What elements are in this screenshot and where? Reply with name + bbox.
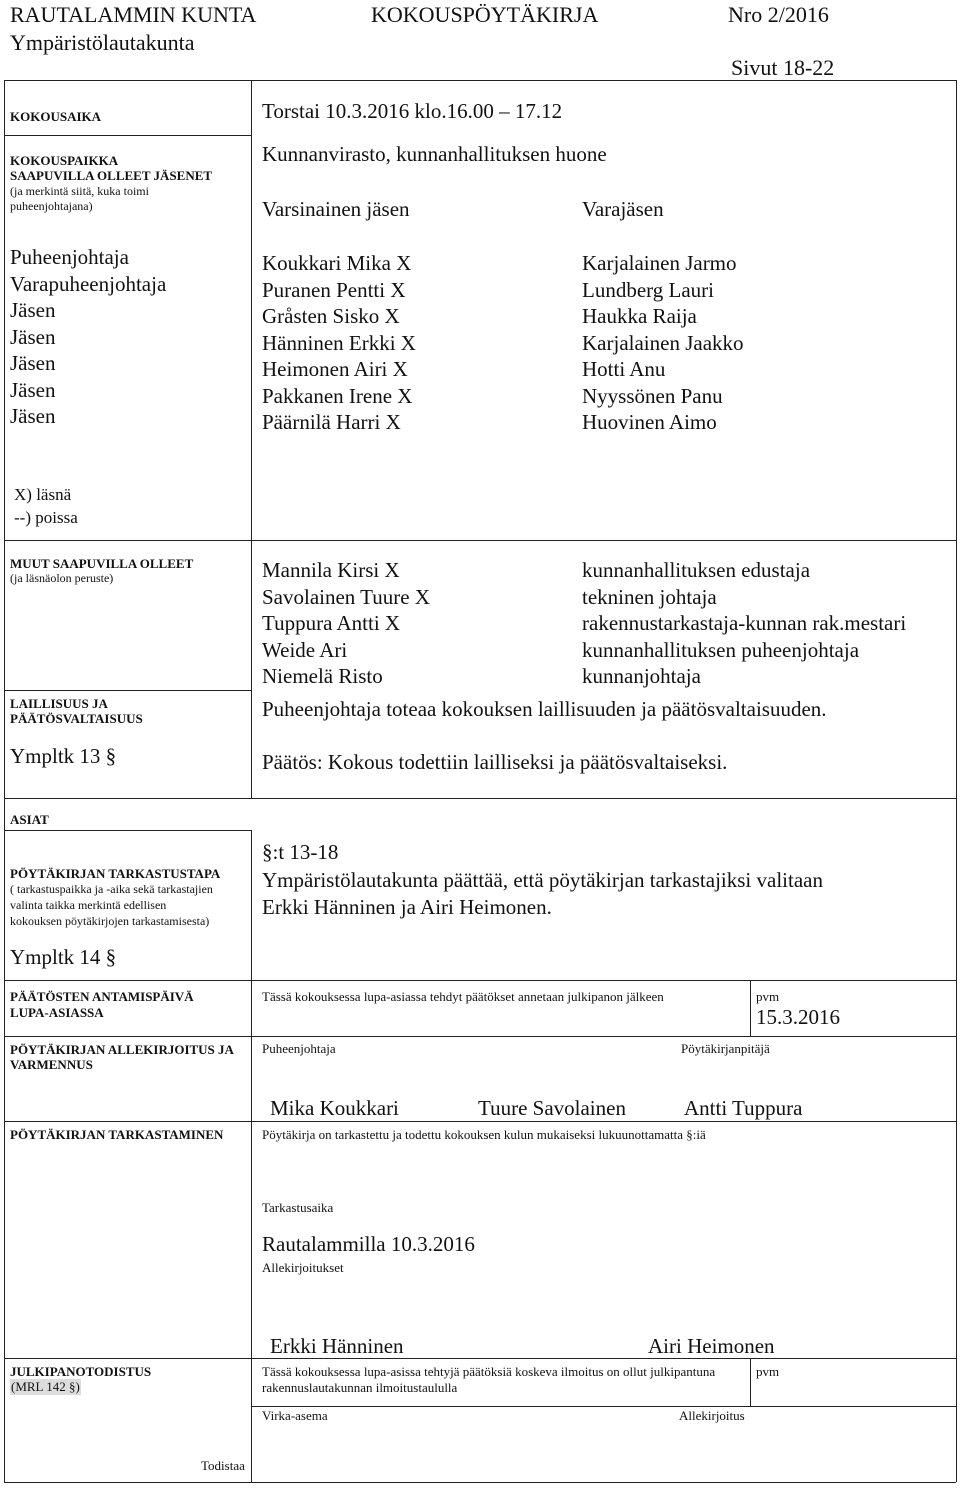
box2-divider xyxy=(251,830,252,1482)
other-attendee-role: kunnanhallituksen puheenjohtaja xyxy=(582,637,860,662)
member-name: Hänninen Erkki X xyxy=(262,330,416,355)
section-13: Ympltk 13 § xyxy=(10,744,117,768)
box1-right-rule xyxy=(956,80,957,798)
date-divider xyxy=(750,980,751,1036)
matters-value: §:t 13-18 xyxy=(262,840,339,864)
signer-name-3: Antti Tuppura xyxy=(684,1096,803,1120)
member-name: Puranen Pentti X xyxy=(262,277,406,302)
document-type: KOKOUSPÖYTÄKIRJA xyxy=(371,2,599,27)
certify-label: Todistaa xyxy=(201,1458,245,1473)
deputy-name: Nyyssönen Panu xyxy=(582,383,723,408)
publication-text-2: rakennuslautakunnan ilmoitustaululla xyxy=(262,1380,458,1395)
deputy-name: Lundberg Lauri xyxy=(582,277,714,302)
legality-statement: Puheenjohtaja toteaa kokouksen laillisuuden ja päätösvaltaisuuden. xyxy=(262,697,827,721)
review-method-note-2: valinta taikka merkintä edellisen xyxy=(10,898,167,912)
role-chair: Puheenjohtaja xyxy=(10,245,129,269)
signer-name-2: Tuure Savolainen xyxy=(478,1096,626,1120)
roles-list xyxy=(10,244,166,430)
role-member: Jäsen xyxy=(10,351,56,375)
attendance-divider xyxy=(4,540,956,541)
publication-text-1: Tässä kokouksessa lupa-asissa tehtyjä päätöksiä koskeva ilmoitus on ollut julkipantuna xyxy=(262,1364,716,1379)
attendees-note-1: (ja merkintä siitä, kuka toimi xyxy=(10,184,149,198)
meeting-place-value: Kunnanvirasto, kunnanhallituksen huone xyxy=(262,142,607,166)
inspection-place-date: Rautalammilla 10.3.2016 xyxy=(262,1232,475,1256)
member-name: Gråsten Sisko X xyxy=(262,304,400,328)
other-attendee-role: kunnanjohtaja xyxy=(582,664,701,688)
inspection-top-rule xyxy=(4,1121,956,1122)
committee-name: Ympäristölautakunta xyxy=(10,30,195,55)
others-roles xyxy=(582,557,906,690)
legend-present: X) läsnä xyxy=(14,485,72,504)
other-attendee-role: tekninen johtaja xyxy=(582,584,717,609)
announcement-label-2: LUPA-ASIASSA xyxy=(10,1005,104,1020)
review-method-text-2: Erkki Hänninen ja Airi Heimonen. xyxy=(262,895,552,919)
inspection-time-label: Tarkastusaika xyxy=(262,1200,334,1215)
deputies-list xyxy=(582,250,744,436)
meeting-time-value: Torstai 10.3.2016 klo.16.00 – 17.12 xyxy=(262,99,563,123)
others-names xyxy=(262,557,430,690)
publication-label: JULKIPANOTODISTUS xyxy=(10,1364,152,1379)
deputy-member-heading: Varajäsen xyxy=(582,197,664,221)
deputy-name: Haukka Raija xyxy=(582,304,697,328)
matters-label: ASIAT xyxy=(10,812,49,827)
municipality-name: RAUTALAMMIN KUNTA xyxy=(10,2,257,27)
publication-date-label: pvm xyxy=(756,1364,780,1379)
top-rule xyxy=(4,80,956,81)
review-method-note-1: ( tarkastuspaikka ja -aika sekä tarkastajien xyxy=(10,882,213,896)
legality-label-1: LAILLISUUS JA xyxy=(10,696,108,711)
announcement-date-label: pvm xyxy=(756,989,780,1004)
inspector-name-2: Airi Heimonen xyxy=(648,1334,775,1358)
others-note: (ja läsnäolon peruste) xyxy=(10,571,114,585)
review-method-label: PÖYTÄKIRJAN TARKASTUSTAPA xyxy=(10,866,221,881)
others-label: MUUT SAAPUVILLA OLLEET xyxy=(10,556,194,571)
role-member: Jäsen xyxy=(10,298,56,322)
publication-law-reference: (MRL 142 §) xyxy=(11,1379,80,1394)
review-method-text-1: Ympäristölautakunta päättää, että pöytäkirjan tarkastajiksi valitaan xyxy=(262,868,823,892)
role-member: Jäsen xyxy=(10,377,56,402)
other-attendee-name: Tuppura Antti X xyxy=(262,611,401,635)
section-14: Ympltk 14 § xyxy=(10,945,117,969)
review-method-note-3: kokouksen pöytäkirjojen tarkastamisesta) xyxy=(10,914,210,928)
signature-label-1: PÖYTÄKIRJAN ALLEKIRJOITUS JA xyxy=(10,1042,234,1057)
legality-decision: Päätös: Kokous todettiin lailliseksi ja päätösvaltaiseksi. xyxy=(262,750,728,774)
other-attendee-role: kunnanhallituksen edustaja xyxy=(582,558,811,582)
member-name: Heimonen Airi X xyxy=(262,357,408,381)
box2-left-rule xyxy=(4,798,5,1482)
signature-label: Allekirjoitus xyxy=(679,1408,745,1423)
publication-inner-rule xyxy=(251,1406,956,1407)
signer-name-1: Mika Koukkari xyxy=(270,1096,399,1120)
legend-absent: --) poissa xyxy=(14,508,78,527)
other-attendee-role: rakennustarkastaja-kunnan rak.mestari xyxy=(582,611,907,635)
publication-top-rule xyxy=(4,1358,956,1359)
box2-right-rule xyxy=(956,798,957,1482)
publication-date-divider xyxy=(750,1358,751,1406)
other-attendee-name: Mannila Kirsi X xyxy=(262,558,400,582)
inspection-signatures-label: Allekirjoitukset xyxy=(262,1260,344,1275)
attendees-note-2: puheenjohtajana) xyxy=(10,199,93,213)
document-number: Nro 2/2016 xyxy=(728,2,829,27)
inspector-name-1: Erkki Hänninen xyxy=(270,1334,404,1358)
inspection-label: PÖYTÄKIRJAN TARKASTAMINEN xyxy=(10,1127,224,1142)
announcement-date: 15.3.2016 xyxy=(756,1005,840,1029)
announcement-top-rule xyxy=(4,980,956,981)
deputy-name: Karjalainen Jarmo xyxy=(582,251,737,275)
other-attendee-name: Savolainen Tuure X xyxy=(262,584,430,609)
matters-divider xyxy=(4,830,251,831)
role-member: Jäsen xyxy=(10,324,56,349)
deputy-name: Huovinen Aimo xyxy=(582,410,717,434)
other-attendee-name: Weide Ari xyxy=(262,637,348,662)
secretary-label: Pöytäkirjanpitäjä xyxy=(681,1041,770,1056)
inspection-text: Pöytäkirja on tarkastettu ja todettu kokouksen kulun mukaiseksi lukuunottamatta §:iä xyxy=(262,1127,706,1142)
legality-label-2: PÄÄTÖSVALTAISUUS xyxy=(10,711,143,726)
chair-label: Puheenjohtaja xyxy=(262,1041,336,1056)
role-vice-chair: Varapuheenjohtaja xyxy=(10,271,167,296)
position-label: Virka-asema xyxy=(262,1408,328,1423)
other-attendee-name: Niemelä Risto xyxy=(262,664,383,688)
members-list xyxy=(262,250,416,436)
signature-top-rule xyxy=(4,1036,956,1037)
deputy-name: Hotti Anu xyxy=(582,357,666,381)
announcement-text: Tässä kokouksessa lupa-asiassa tehdyt päätökset annetaan julkipanon jälkeen xyxy=(262,989,664,1004)
deputy-name: Karjalainen Jaakko xyxy=(582,330,744,355)
legality-divider xyxy=(4,690,251,691)
box1-divider xyxy=(251,80,252,798)
member-name: Päärnilä Harri X xyxy=(262,410,401,434)
meeting-place-label: KOKOUSPAIKKA xyxy=(10,153,119,168)
member-name: Pakkanen Irene X xyxy=(262,383,413,408)
announcement-label-1: PÄÄTÖSTEN ANTAMISPÄIVÄ xyxy=(10,989,194,1004)
box1-bottom-rule xyxy=(4,798,956,799)
signature-label-2: VARMENNUS xyxy=(10,1057,93,1072)
meeting-time-label: KOKOUSAIKA xyxy=(10,109,102,124)
regular-member-heading: Varsinainen jäsen xyxy=(262,197,410,221)
attendees-label: SAAPUVILLA OLLEET JÄSENET xyxy=(10,168,213,183)
bottom-rule xyxy=(4,1482,956,1483)
time-divider xyxy=(4,135,251,136)
member-name: Koukkari Mika X xyxy=(262,251,412,275)
role-member: Jäsen xyxy=(10,404,56,428)
page-range: Sivut 18-22 xyxy=(731,55,835,80)
